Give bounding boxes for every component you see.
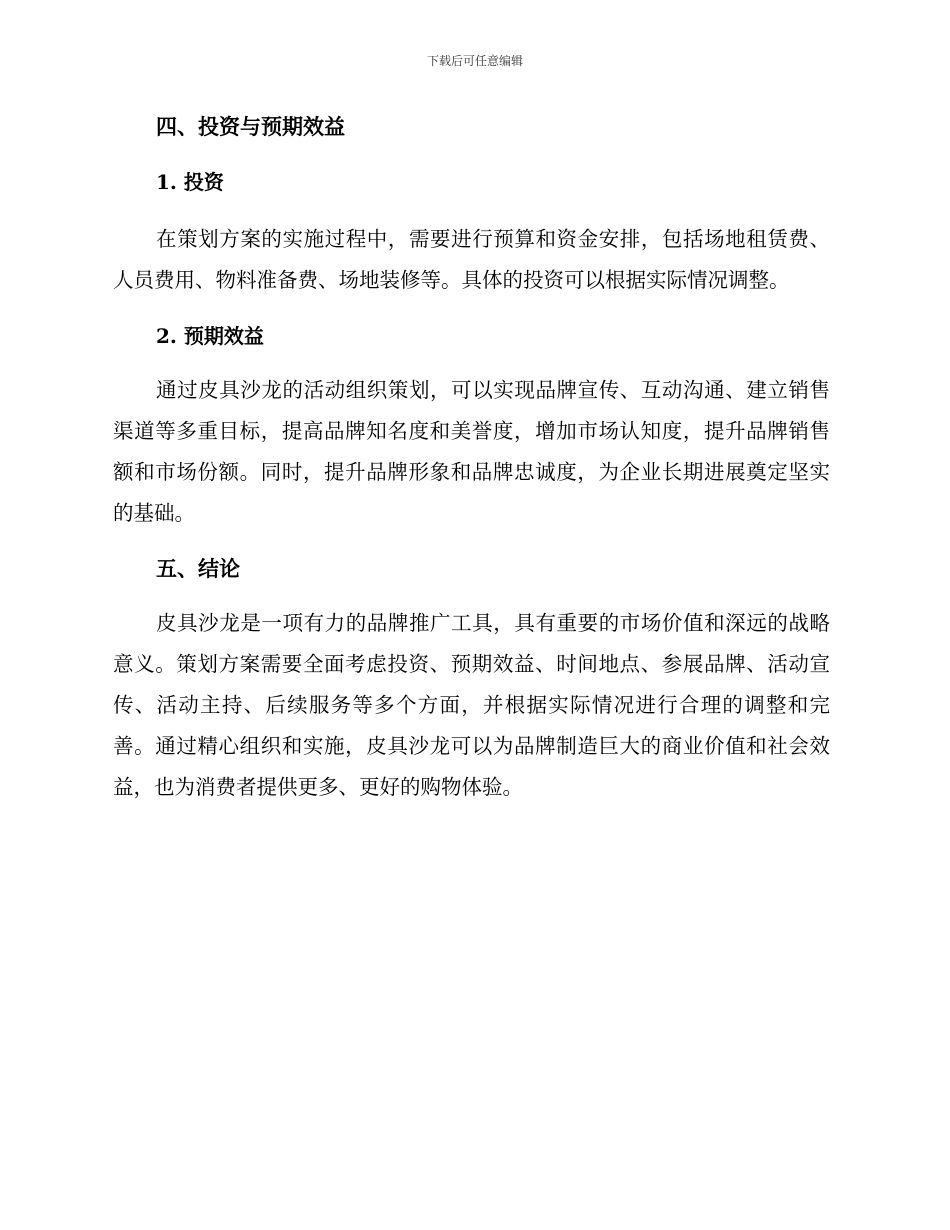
document-body (113, 110, 830, 808)
subsection-heading-expected-benefits: 2. 预期效益 (156, 324, 264, 348)
section-heading-conclusion: 五、结论 (156, 556, 240, 581)
paragraph-investment: 在策划方案的实施过程中，需要进行预算和资金安排，包括场地租赁费、人员费用、物料准备费、场地装修等。具体的投资可以根据实际情况调整。 (113, 227, 830, 292)
paragraph-conclusion: 皮具沙龙是一项有力的品牌推广工具，具有重要的市场价值和深远的战略意义。策划方案需要全面考虑投资、预期效益、时间地点、参展品牌、活动宣传、活动主持、后续服务等多个方面，并根据实际情况进行合理的调整和完善。通过精心组织和实施，皮具沙龙可以为品牌制造巨大的商业价值和社会效益，也为消费者提供更多、更好的购物体验。 (113, 611, 830, 799)
paragraph-expected-benefits: 通过皮具沙龙的活动组织策划，可以实现品牌宣传、互动沟通、建立销售渠道等多重目标，提高品牌知名度和美誉度，增加市场认知度，提升品牌销售额和市场份额。同时，提升品牌形象和品牌忠诚度，为企业长期进展奠定坚实的基础。 (113, 378, 830, 525)
subsection-heading-investment: 1. 投资 (156, 170, 224, 194)
section-heading-investment-benefits: 四、投资与预期效益 (156, 114, 345, 139)
page-header: 下载后可任意编辑 (426, 54, 523, 68)
